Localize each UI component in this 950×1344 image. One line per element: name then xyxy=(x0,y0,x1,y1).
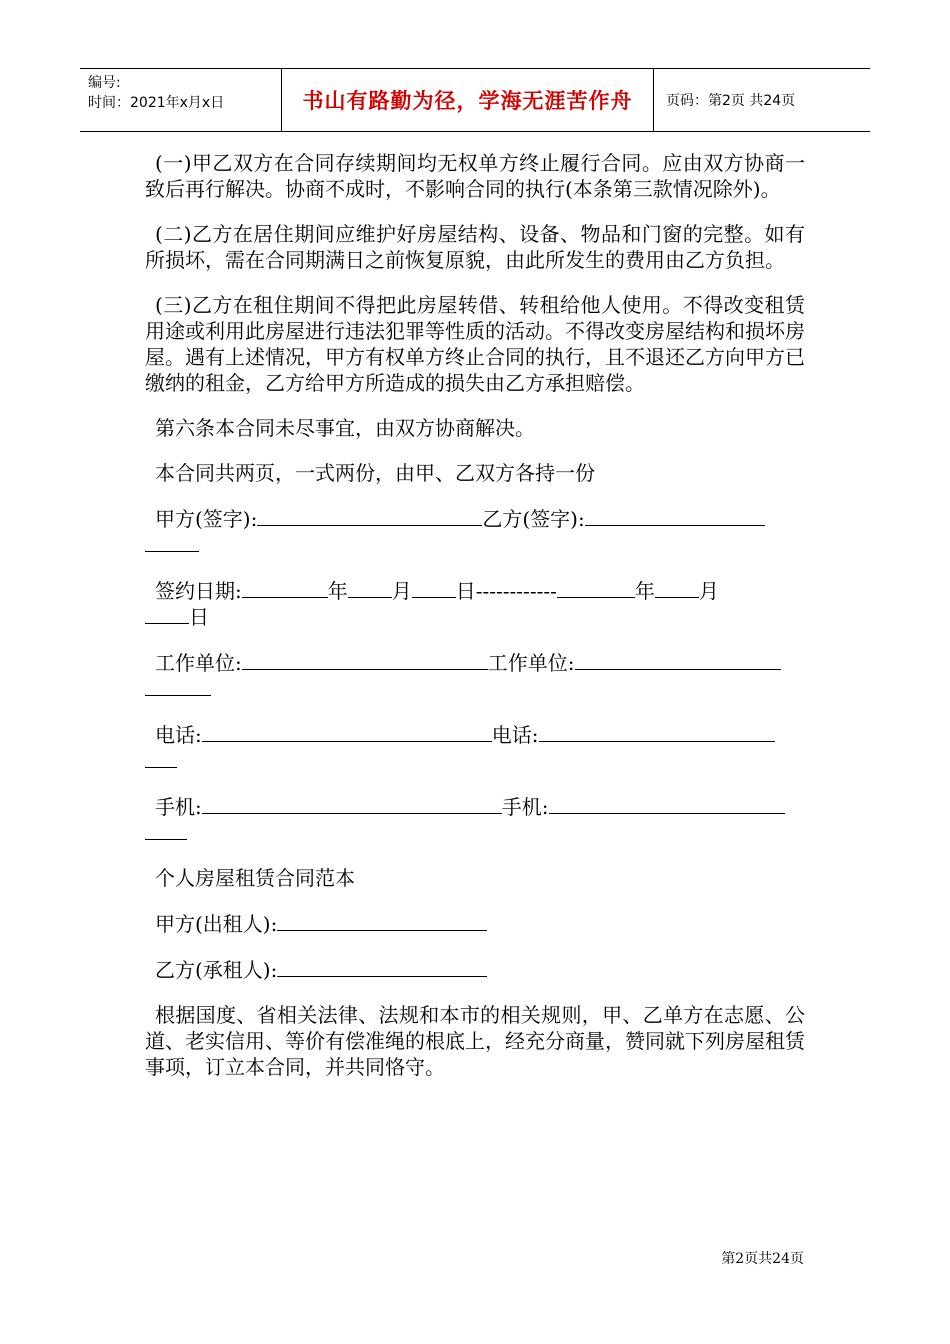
page-footer: 第2页共24页 xyxy=(721,1251,804,1267)
lessee-row xyxy=(145,956,805,982)
document-body xyxy=(145,150,805,1099)
month-blank-a xyxy=(348,577,392,598)
year-label-a: 年 xyxy=(327,579,348,603)
month-label-a: 月 xyxy=(391,579,412,603)
mobile-label-b: 手机: xyxy=(501,795,549,819)
phone-row xyxy=(145,721,805,747)
party-b-sign-blank xyxy=(585,505,765,526)
phone-blank-cont xyxy=(145,747,177,768)
code-label: 编号: xyxy=(88,75,121,91)
lessee-label: 乙方(承租人): xyxy=(155,958,278,982)
signature-block xyxy=(145,505,805,845)
copies-note: 本合同共两页，一式两份，由甲、乙双方各持一份 xyxy=(155,461,595,485)
year-blank-a xyxy=(242,577,328,598)
clause-1: (一)甲乙双方在合同存续期间均无权单方终止履行合同。应由双方协商一致后再行解决。协商不成时，不影响合同的执行(本条第三款情况除外)。 xyxy=(145,151,805,201)
date-separator: ------------ xyxy=(475,579,557,603)
phone-label-b: 电话: xyxy=(491,723,539,747)
mobile-blank-a xyxy=(202,793,502,814)
work-unit-row xyxy=(145,649,805,675)
phone-blank-b xyxy=(539,721,775,742)
work-unit-blank-b xyxy=(575,649,781,670)
article-6: 第六条本合同未尽事宜，由双方协商解决。 xyxy=(155,416,535,440)
phone-blank-a xyxy=(202,721,492,742)
lessor-label: 甲方(出租人): xyxy=(155,912,278,936)
day-blank-a xyxy=(412,577,456,598)
clause-3: (三)乙方在租住期间不得把此房屋转借、转租给他人使用。不得改变租赁用途或利用此房屋进行违法犯罪等性质的活动。不得改变房屋结构和损坏房屋。遇有上述情况，甲方有权单方终止合同的执行，且不退还乙方向甲方已缴纳的租金，乙方给甲方所造成的损失由乙方承担赔偿。 xyxy=(145,293,805,395)
mobile-blank-b xyxy=(549,793,785,814)
mobile-row xyxy=(145,793,805,819)
second-contract-title: 个人房屋租赁合同范本 xyxy=(155,866,355,890)
date-label: 签约日期: xyxy=(155,579,242,603)
mobile-blank-cont xyxy=(145,819,187,840)
month-label-b: 月 xyxy=(698,579,719,603)
year-label-b: 年 xyxy=(634,579,655,603)
lessor-row xyxy=(145,910,805,936)
page-header xyxy=(80,68,870,132)
day-label-a: 日 xyxy=(455,579,476,603)
month-blank-b xyxy=(655,577,699,598)
date-row xyxy=(145,577,805,603)
party-b-sign-label: 乙方(签字): xyxy=(482,507,585,531)
second-contract-intro: 根据国度、省相关法律、法规和本市的相关规则，甲、乙单方在志愿、公道、老实信用、等价有偿准绳的根底上，经充分商量，赞同就下列房屋租赁事项，订立本合同，并共同恪守。 xyxy=(145,1003,805,1079)
header-page-info: 页码：第2页 共24页 xyxy=(666,93,796,109)
phone-label-a: 电话: xyxy=(155,723,202,747)
day-blank-b xyxy=(145,603,189,624)
clause-2: (二)乙方在居住期间应维护好房屋结构、设备、物品和门窗的完整。如有所损坏，需在合同期满日之前恢复原貌，由此所发生的费用由乙方负担。 xyxy=(145,222,805,272)
party-a-sign-blank xyxy=(257,505,482,526)
party-a-sign-label: 甲方(签字): xyxy=(155,507,258,531)
work-unit-blank-a xyxy=(242,649,488,670)
mobile-label-a: 手机: xyxy=(155,795,202,819)
header-meta xyxy=(80,69,282,131)
day-label-b: 日 xyxy=(189,605,209,629)
year-blank-b xyxy=(557,577,635,598)
sign-row xyxy=(145,505,805,531)
time-label: 时间：2021年x月x日 xyxy=(88,95,225,111)
work-unit-blank-cont xyxy=(145,675,211,696)
lessor-blank xyxy=(277,910,487,931)
lessee-blank xyxy=(277,956,487,977)
work-unit-label-b: 工作单位: xyxy=(487,651,575,675)
work-unit-label-a: 工作单位: xyxy=(155,651,242,675)
party-b-sign-blank-cont xyxy=(145,531,199,552)
header-motto: 书山有路勤为径，学海无涯苦作舟 xyxy=(282,69,654,131)
